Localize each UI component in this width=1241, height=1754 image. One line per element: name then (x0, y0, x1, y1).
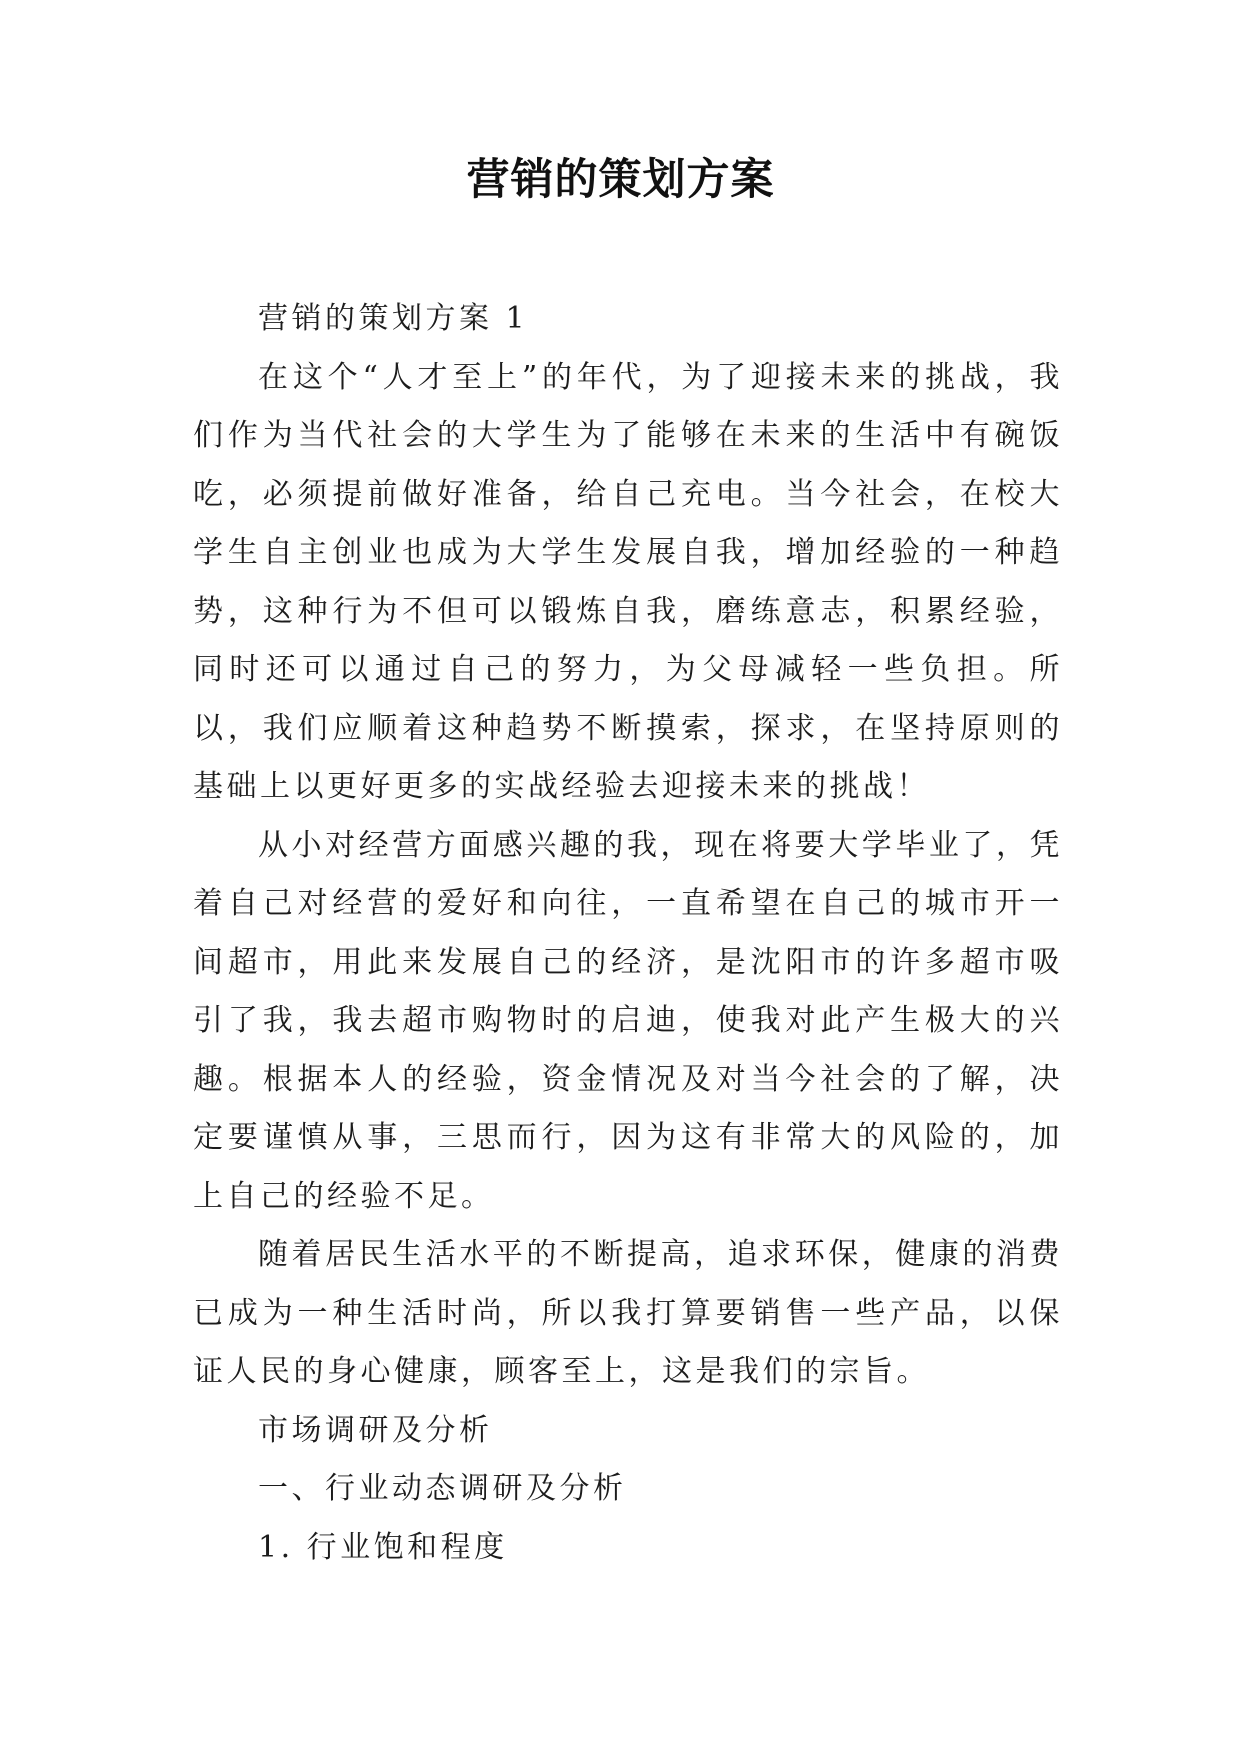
document-title: 营销的策划方案 (466, 155, 775, 205)
paragraph-intro: 在这个“人才至上”的年代，为了迎接未来的挑战，我们作为当代社会的大学生为了能够在未来的生活中有碗饭吃，必须提前做好准备，给自己充电。当今社会，在校大学生自主创业也成为大学生发展自我，增加经验的一种趋势，这种行为不但可以锻炼自我，磨练意志，积累经验，同时还可以通过自己的努力，为父母减轻一些负担。所以，我们应顺着这种趋势不断摸索，探求，在坚持原则的基础上以更好更多的实战经验去迎接未来的挑战！ (193, 359, 1063, 804)
section-heading: 营销的策划方案 1 (258, 301, 529, 336)
paragraph-motivation: 从小对经营方面感兴趣的我，现在将要大学毕业了，凭着自己对经营的爱好和向往，一直希望在自己的城市开一间超市，用此来发展自己的经济，是沈阳市的许多超市吸引了我，我去超市购物时的启迪，使我对此产生极大的兴趣。根据本人的经验，资金情况及对当今社会的了解，决定要谨慎从事，三思而行，因为这有非常大的风险的，加上自己的经验不足。 (193, 827, 1063, 1214)
industry-analysis-heading: 一、行业动态调研及分析 (258, 1471, 627, 1506)
paragraph-purpose: 随着居民生活水平的不断提高，追求环保，健康的消费已成为一种生活时尚，所以我打算要销售一些产品，以保证人民的身心健康，顾客至上，这是我们的宗旨。 (193, 1237, 1063, 1389)
saturation-heading: 1. 行业饱和程度 (258, 1529, 508, 1565)
document-body (193, 290, 1063, 1577)
market-research-heading: 市场调研及分析 (258, 1412, 493, 1448)
